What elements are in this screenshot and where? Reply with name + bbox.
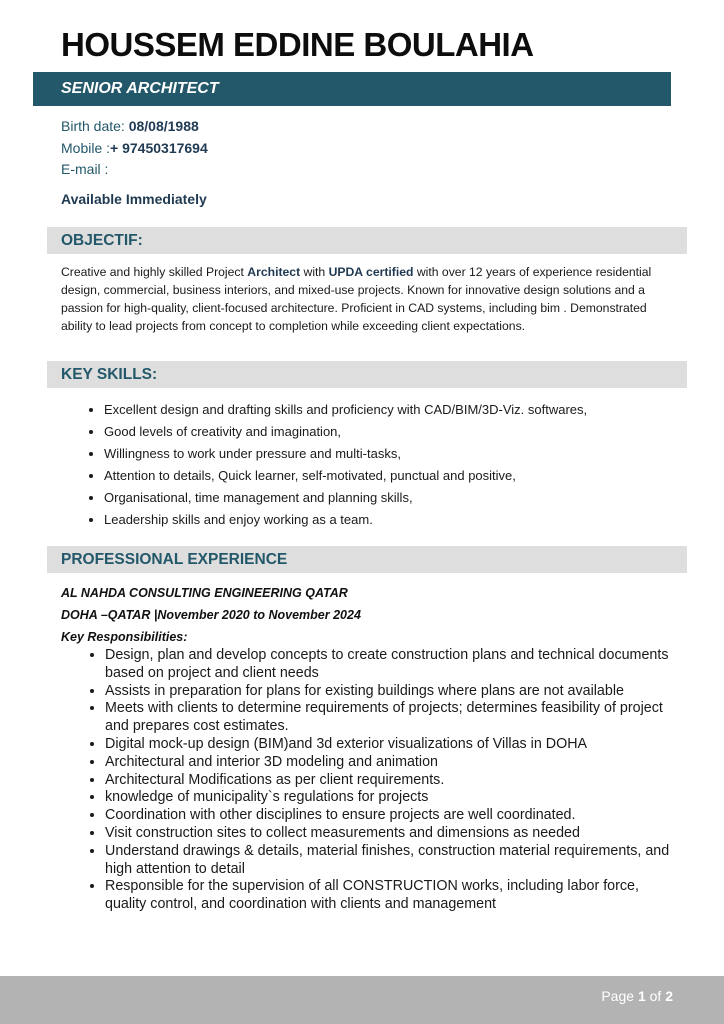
- contact-block: [61, 116, 208, 181]
- birth-date-value: 08/08/1988: [128, 118, 199, 134]
- email-line: E-mail :: [61, 161, 109, 177]
- list-item: • Architectural and interior 3D modeling and animation: [105, 754, 680, 772]
- skills-heading: KEY SKILLS:: [61, 365, 158, 383]
- birth-date-line: Birth date: 08/08/1988: [61, 118, 199, 134]
- availability-text: Available Immediately: [61, 191, 207, 207]
- location-period: DOHA –QATAR |November 2020 to November 2024: [61, 608, 361, 622]
- list-item: • Attention to details, Quick learner, self-motivated, punctual and positive,: [104, 465, 714, 487]
- mobile-value: + 97450317694: [110, 139, 208, 156]
- list-item: • Good levels of creativity and imagination,: [104, 421, 714, 443]
- candidate-name: HOUSSEM EDDINE BOULAHIA: [61, 26, 534, 63]
- list-item: • Understand drawings & details, material finishes, construction material requirements, and high attention to detail: [105, 843, 680, 879]
- list-item: • Responsible for the supervision of all CONSTRUCTION works, including labor force, quality control, and coordination with clients and management: [105, 878, 680, 914]
- list-item: • Visit construction sites to collect measurements and dimensions as needed: [105, 825, 680, 843]
- list-item: • Excellent design and drafting skills and proficiency with CAD/BIM/3D-Viz. softwares,: [104, 399, 714, 421]
- list-item: • Organisational, time management and planning skills,: [104, 487, 714, 509]
- objectif-paragraph: Creative and highly skilled Project Architect with UPDA certified with over 12 years of experience residential design, commercial, business interiors, and mixed-use projects. Known for innovative design solutions and a passion for high-quality, client-focused architecture. Proficient in CAD systems, including bim . Demonstrated ability to lead projects from concept to completion while exceeding client expectations.: [61, 265, 652, 333]
- job-title-bar: [33, 72, 671, 106]
- list-item: • Design, plan and develop concepts to create construction plans and technical documents based on project and client needs: [105, 647, 680, 683]
- list-item: • Leadership skills and enjoy working as a team.: [104, 509, 714, 531]
- skills-list: [62, 399, 714, 531]
- objectif-heading: OBJECTIF:: [61, 231, 143, 249]
- list-item: • Assists in preparation for plans for existing buildings where plans are not available: [105, 683, 680, 701]
- skills-section-header: [47, 361, 687, 388]
- list-item: • Digital mock-up design (BIM)and 3d exterior visualizations of Villas in DOHA: [105, 736, 680, 754]
- responsibilities-list: [62, 647, 680, 914]
- page-number: Page 1 of 2: [601, 988, 673, 1004]
- company-name: AL NAHDA CONSULTING ENGINEERING QATAR: [61, 586, 348, 600]
- mobile-line: Mobile :+ 97450317694: [61, 139, 208, 156]
- objectif-section-header: [47, 227, 687, 254]
- list-item: • Meets with clients to determine requirements of projects; determines feasibility of project and prepares cost estimates.: [105, 700, 680, 736]
- job-title: SENIOR ARCHITECT: [61, 80, 219, 97]
- list-item: • knowledge of municipality`s regulations for projects: [105, 789, 680, 807]
- experience-section-header: [47, 546, 687, 573]
- page-footer: [0, 976, 724, 1024]
- list-item: • Architectural Modifications as per client requirements.: [105, 772, 680, 790]
- list-item: • Willingness to work under pressure and multi-tasks,: [104, 443, 714, 465]
- list-item: • Coordination with other disciplines to ensure projects are well coordinated.: [105, 807, 680, 825]
- responsibilities-label: Key Responsibilities:: [61, 630, 188, 644]
- experience-heading: PROFESSIONAL EXPERIENCE: [61, 550, 288, 568]
